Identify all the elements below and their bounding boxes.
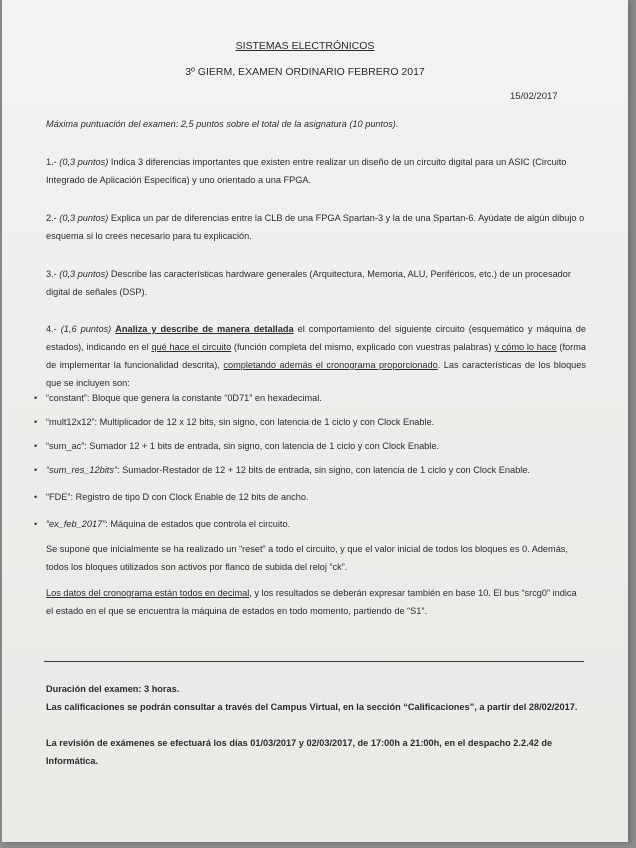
question-2-points: (0,3 puntos)	[59, 213, 109, 223]
question-4	[46, 320, 586, 392]
question-3	[46, 265, 586, 301]
block-item	[34, 488, 586, 506]
review-note: La revisión de exámenes se efectuará los días 01/03/2017 y 02/03/2017, de 17:00h a 21:00h, en el despacho 2.2.42 de Informática.	[46, 738, 553, 766]
exam-duration: Duración del examen: 3 horas.	[46, 684, 180, 694]
exam-sheet	[2, 0, 628, 842]
data-note-text: , y los resultados se deberán expresar también en base 10. El bus “srcg0” indica el estado en el que se encuentra la máquina de estados en todo momento, partiendo de “S1”.	[46, 588, 577, 616]
bullet-icon: •	[34, 393, 38, 403]
subject-title: SISTEMAS ELECTRÓNICOS	[235, 40, 375, 52]
bullet-icon: •	[34, 441, 38, 451]
bullet-icon: •	[34, 492, 38, 502]
block-desc: : Multiplicador de 12 x 12 bits, sin signo, con latencia de 1 ciclo y con Clock Enable.	[94, 417, 435, 427]
question-2-text: Explica un par de diferencias entre la CLB de una FPGA Spartan-3 y la de una Spartan-6. Ayúdate de algún dibujo o esquema si lo crees necesario para tu explicación.	[46, 213, 585, 241]
question-1-points: (0,3 puntos)	[59, 157, 109, 167]
question-3-number: 3.-	[46, 269, 57, 279]
data-note-underlined: Los datos del cronograma están todos en decimal	[46, 588, 250, 598]
question-4-text-a: el comportamiento del siguiente circuito (esquemático y máquina de estados), indicando en el	[46, 324, 586, 352]
exam-date: 15/02/2017	[510, 91, 558, 102]
block-name: “mult12x12”	[46, 417, 95, 427]
block-item	[34, 389, 586, 407]
block-name: “constant”	[46, 393, 87, 403]
block-desc: : Bloque que genera la constante “0D71” en hexadecimal.	[86, 393, 322, 403]
block-desc: : Sumador 12 + 1 bits de entrada, sin signo, con latencia de 1 ciclo y con Clock Enable.	[84, 441, 439, 451]
data-note	[46, 584, 586, 620]
question-4-underlined-3: completando además el cronograma proporcionado	[223, 360, 438, 370]
question-1	[46, 153, 586, 189]
divider	[44, 661, 584, 662]
block-item	[34, 437, 586, 455]
block-item	[34, 515, 586, 533]
question-4-points: (1,6 puntos)	[60, 324, 112, 334]
bullet-icon: •	[34, 417, 38, 427]
block-desc: : Sumador-Restador de 12 + 12 bits de entrada, sin signo, con latencia de 1 ciclo y con Clock Enable.	[116, 465, 530, 475]
exam-title: 3º GIERM, EXAMEN ORDINARIO FEBRERO 2017	[185, 66, 425, 78]
question-4-text-b: (función completa del mismo, explicado con vuestras palabras)	[231, 342, 495, 352]
grades-note: Las calificaciones se podrán consultar a través del Campus Virtual, en la sección “Calificaciones”, a partir del 28/02/2017.	[46, 702, 578, 712]
bullet-icon: •	[34, 465, 38, 475]
bullet-icon: •	[34, 519, 38, 529]
question-3-text: Describe las características hardware generales (Arquitectura, Memoria, ALU, Periféricos, etc.) de un procesador digital de señales (DSP).	[46, 269, 571, 297]
block-name: “sum_res_12bits”	[46, 465, 117, 475]
block-name: “FDE”	[46, 492, 71, 502]
question-2-number: 2.-	[46, 213, 57, 223]
block-item	[34, 413, 586, 431]
question-4-underlined-2: y cómo lo hace	[494, 342, 557, 352]
question-4-emphasis: Analiza y describe de manera detallada	[115, 324, 294, 334]
block-name: “ex_feb_2017”	[46, 519, 106, 529]
question-4-number: 4.-	[46, 324, 57, 334]
block-item	[34, 461, 586, 479]
question-4-text-d: . Las características de los bloques que se incluyen son:	[46, 360, 586, 388]
question-4-text-c: (forma de implementar la funcionalidad descrita),	[46, 342, 586, 370]
reset-note: Se supone que inicialmente se ha realizado un “reset” a todo el circuito, y que el valor inicial de todos los bloques es 0. Además, todos los bloques utilizados son activos por flanco de subida del reloj “ck”.	[46, 544, 568, 572]
question-2	[46, 209, 586, 245]
question-4-underlined-1: qué hace el circuito	[151, 342, 232, 352]
question-1-text: Indica 3 diferencias importantes que existen entre realizar un diseño de un circuito digital para un ASIC (Circuito Integrado de Aplicación Específica) y uno orientado a una FPGA.	[46, 157, 567, 185]
block-desc: : Máquina de estados que controla el circuito.	[105, 519, 291, 529]
block-name: “sum_ac”	[46, 441, 85, 451]
question-3-points: (0,3 puntos)	[59, 269, 109, 279]
block-desc: : Registro de tipo D con Clock Enable de 12 bits de ancho.	[70, 492, 309, 502]
question-1-number: 1.-	[46, 157, 57, 167]
max-score-note: Máxima puntuación del examen: 2,5 puntos sobre el total de la asignatura (10 puntos).	[46, 119, 399, 129]
